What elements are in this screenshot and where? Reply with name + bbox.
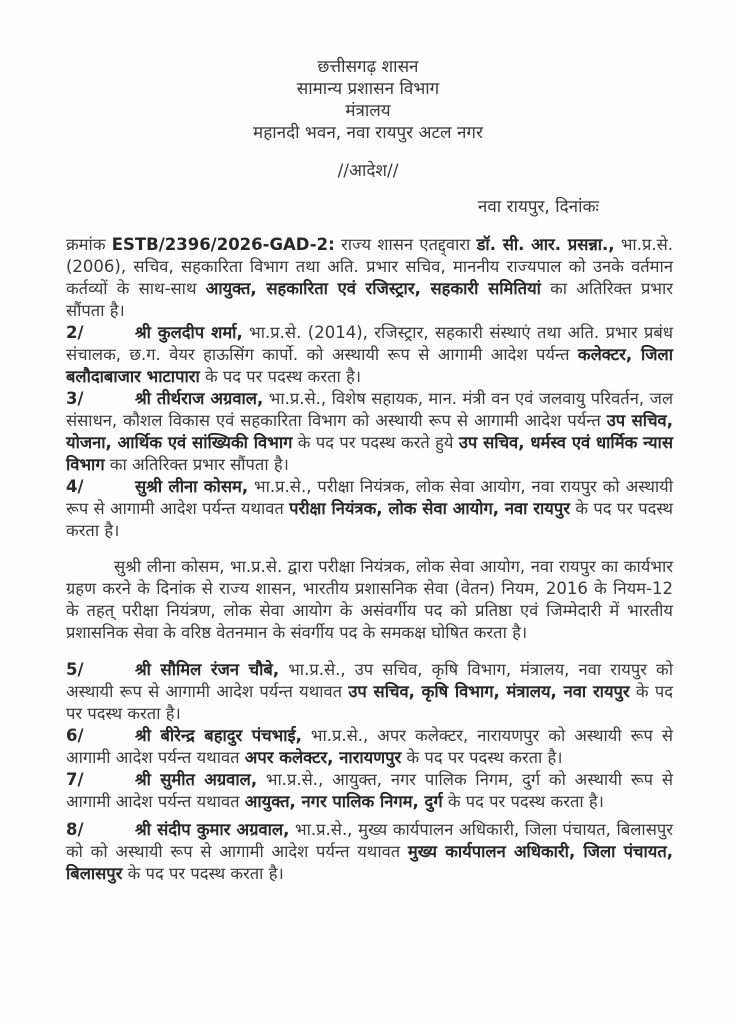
body-text: राज्य शासन एतद्द्वारा	[334, 235, 477, 254]
emphasized-text: उप सचिव, योजना, आर्थिक एवं सांख्यिकी विभाग	[66, 411, 673, 452]
body-text: सुश्री लीना कोसम, भा.प्र.से. द्वारा परीक्षा नियंत्रक, लोक सेवा आयोग, नवा रायपुर का कार्यभार ग्रहण करने के दिनांक से राज्य शासन, भारतीय प्रशासनिक सेवा (वेतन) नियम, 2016 के नियम-12 के तहत् परीक्षा नियंत्रण, लोक सेवा आयोग के असंवर्गीय पद को प्रतिष्ठा एवं जिम्मेदारी में भारतीय प्रशासनिक सेवा के वरिष्ठ वेतनमान के संवर्गीय पद के समकक्ष घोषित करता है।	[66, 557, 673, 642]
order-item-3	[66, 388, 673, 476]
item-number: 8/	[66, 820, 84, 839]
emphasized-text: उप सचिव, धर्मस्व एवं धार्मिक न्यास विभाग	[66, 433, 673, 474]
document-header	[0, 0, 736, 144]
body-text: भा.प्र.से., उप सचिव, कृषि विभाग, मंत्रालय, नवा रायपुर को अस्थायी रूप से आगामी आदेश पर्यन्त यथावत	[66, 660, 673, 701]
body-text: भा.प्र.से., विशेष सहायक, मान. मंत्री वन एवं जलवायु परिवर्तन, जल संसाधन, कौशल विकास एवं सहकारिता विभाग को अस्थायी रूप से आगामी आदेश पर्यन्त	[66, 389, 674, 430]
order-item-2	[66, 322, 673, 388]
emphasized-text: कलेक्टर, जिला बलौदाबाजार भाटापारा	[66, 345, 673, 386]
emphasized-text: श्री सौमिल रंजन चौबे,	[135, 660, 280, 679]
declaration-paragraph	[66, 556, 673, 644]
item-number: 5/	[66, 660, 84, 679]
emphasized-text: श्री कुलदीप शर्मा,	[135, 323, 243, 342]
header-line-department: सामान्य प्रशासन विभाग	[296, 79, 440, 99]
item-number: 7/	[66, 770, 84, 789]
body-text: के पद पर पदस्थ करता है।	[199, 367, 362, 386]
emphasized-text: ESTB/2396/2026-GAD-2:	[111, 235, 335, 254]
item-number: 3/	[66, 389, 84, 408]
body-text: के पद पर पदस्थ करता है।	[122, 864, 284, 883]
emphasized-text: श्री बीरेन्द्र बहादुर पंचभाई,	[135, 726, 302, 745]
order-title: //आदेश//	[337, 161, 399, 181]
body-text: के पद पर पदस्थ करता है।	[66, 682, 673, 723]
body-text: के पद पर पदस्थ करते हुये	[292, 433, 459, 452]
order-item-8	[66, 819, 673, 885]
order-item-5	[66, 659, 673, 725]
body-text: भा.प्र.से. (2014), रजिस्ट्रार, सहकारी संस्थाएं तथा अति. प्रभार प्रबंध संचालक, छ.ग. वेयर हाऊसिंग कार्पो. को अस्थायी रूप से आगामी आदेश पर्यन्त	[66, 323, 673, 364]
order-item-7	[66, 769, 673, 813]
header-line-government: छत्तीसगढ़ शासन	[317, 57, 419, 77]
body-text: भा.प्र.से., मुख्य कार्यपालन अधिकारी, जिला पंचायत, बिलासपुर को को अस्थायी रूप से आगामी आदेश पर्यन्त यथावत	[66, 820, 673, 861]
body-text: के पद पर पदस्थ करता है।	[442, 792, 604, 811]
place-date-line: नवा रायपुर, दिनांकः	[477, 197, 599, 217]
body-text: भा.प्र.से., अपर कलेक्टर, नारायणपुर को अस्थायी रूप से आगामी आदेश पर्यन्त यथावत	[66, 726, 673, 767]
body-text: के पद पर पदस्थ करता है।	[401, 748, 563, 767]
body-text: का अतिरिक्त प्रभार सौंपता है।	[104, 455, 289, 474]
emphasized-text: अपर कलेक्टर, नारायणपुर	[244, 748, 402, 767]
emphasized-text: डॉ. सी. आर. प्रसन्ना.,	[476, 235, 615, 254]
header-line-ministry: मंत्रालय	[345, 101, 391, 121]
emphasized-text: आयुक्त, सहकारिता एवं रजिस्ट्रार, सहकारी समितियां	[205, 279, 541, 298]
order-item-4	[66, 476, 673, 542]
order-item-6	[66, 725, 673, 769]
emphasized-text: श्री तीर्थराज अग्रवाल,	[135, 389, 264, 408]
body-text: का अतिरिक्त प्रभार सौंपता है।	[66, 279, 673, 320]
order-intro-paragraph	[66, 234, 673, 322]
item-number: 6/	[66, 726, 84, 745]
item-number: 4/	[66, 477, 84, 496]
emphasized-text: श्री सुमीत अग्रवाल,	[135, 770, 258, 789]
header-line-address: महानदी भवन, नवा रायपुर अटल नगर	[253, 123, 483, 143]
body-text: क्रमांक	[66, 235, 112, 254]
body-text: के पद पर पदस्थ करता है।	[66, 499, 673, 540]
emphasized-text: मुख्य कार्यपालन अधिकारी, जिला पंचायत, बिलासपुर	[66, 842, 673, 883]
emphasized-text: श्री संदीप कुमार अग्रवाल,	[135, 820, 290, 839]
emphasized-text: उप सचिव, कृषि विभाग, मंत्रालय, नवा रायपुर	[348, 682, 630, 701]
emphasized-text: परीक्षा नियंत्रक, लोक सेवा आयोग, नवा रायपुर	[289, 499, 570, 518]
item-number: 2/	[66, 323, 84, 342]
body-text: भा.प्र.से. (2006), सचिव, सहकारिता विभाग तथा अति. प्रभार सचिव, माननीय राज्यपाल को उनके वर्तमान कर्तव्यों के साथ-साथ	[66, 235, 673, 298]
emphasized-text: आयुक्त, नगर पालिक निगम, दुर्ग	[244, 792, 443, 811]
emphasized-text: सुश्री लीना कोसम,	[135, 477, 249, 496]
body-text: भा.प्र.से., परीक्षा नियंत्रक, लोक सेवा आयोग, नवा रायपुर को अस्थायी रूप से आगामी आदेश पर्यन्त यथावत	[66, 477, 673, 518]
body-text: भा.प्र.से., आयुक्त, नगर पालिक निगम, दुर्ग को अस्थायी रूप से आगामी आदेश पर्यन्त यथावत	[66, 770, 673, 811]
document-body	[0, 218, 736, 885]
